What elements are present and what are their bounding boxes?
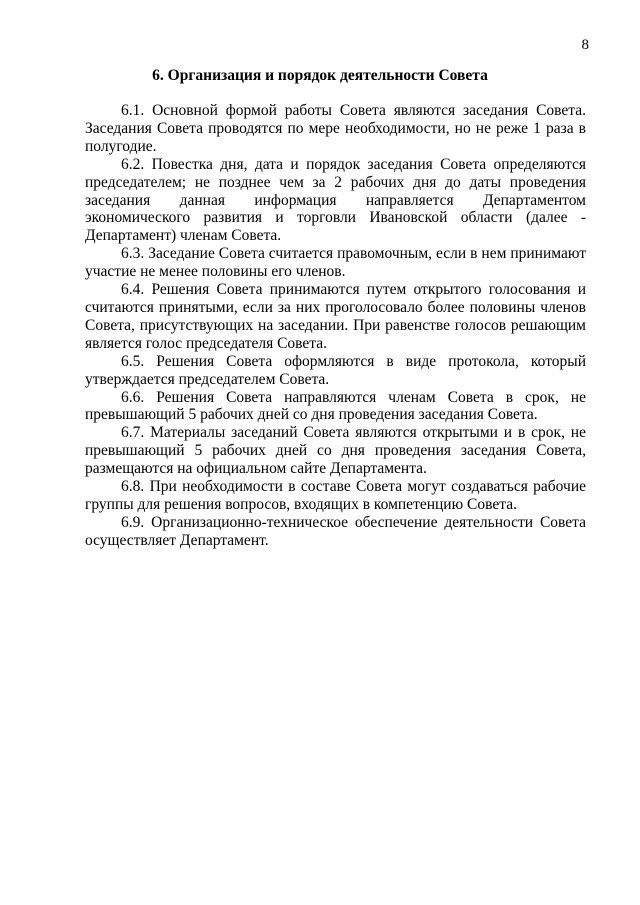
paragraph-6-8: 6.8. При необходимости в составе Совета могут создаваться рабочие группы для решения вопросов, входящих в компетенцию Совета. [85, 478, 586, 513]
paragraph-6-7: 6.7. Материалы заседаний Совета являются открытыми и в срок, не превышающий 5 рабочих дней со дня проведения заседания Совета, размещаются на официальном сайте Департамента. [85, 424, 586, 478]
paragraph-6-5: 6.5. Решения Совета оформляются в виде протокола, который утверждается председателем Совета. [85, 352, 586, 388]
paragraph-6-3: 6.3. Заседание Совета считается правомочным, если в нем принимают участие не менее половины его членов. [85, 245, 586, 281]
page-number: 8 [581, 37, 589, 53]
paragraph-6-6: 6.6. Решения Совета направляются членам Совета в срок, не превышающий 5 рабочих дней со дня проведения заседания Совета. [85, 388, 586, 424]
paragraph-6-9: 6.9. Организационно-техническое обеспечение деятельности Совета осуществляет Департамент. [85, 513, 586, 549]
paragraph-6-2: 6.2. Повестка дня, дата и порядок заседания Совета определяются председателем; не позднее чем за 2 рабочих дня до даты проведения заседания данная информация направляется Департаментом экономического развития и торговли Ивановской области (далее - Департамент) членам Совета. [85, 155, 586, 245]
section-body [85, 102, 586, 550]
section-title: 6. Организация и порядок деятельности Совета [152, 67, 488, 84]
paragraph-6-1: 6.1. Основной формой работы Совета являются заседания Совета. Заседания Совета проводятся по мере необходимости, но не реже 1 раза в полугодие. [85, 102, 586, 155]
paragraph-6-4: 6.4. Решения Совета принимаются путем открытого голосования и считаются принятыми, если за них проголосовало более половины членов Совета, присутствующих на заседании. При равенстве голосов решающим является голос председателя Совета. [85, 281, 586, 352]
